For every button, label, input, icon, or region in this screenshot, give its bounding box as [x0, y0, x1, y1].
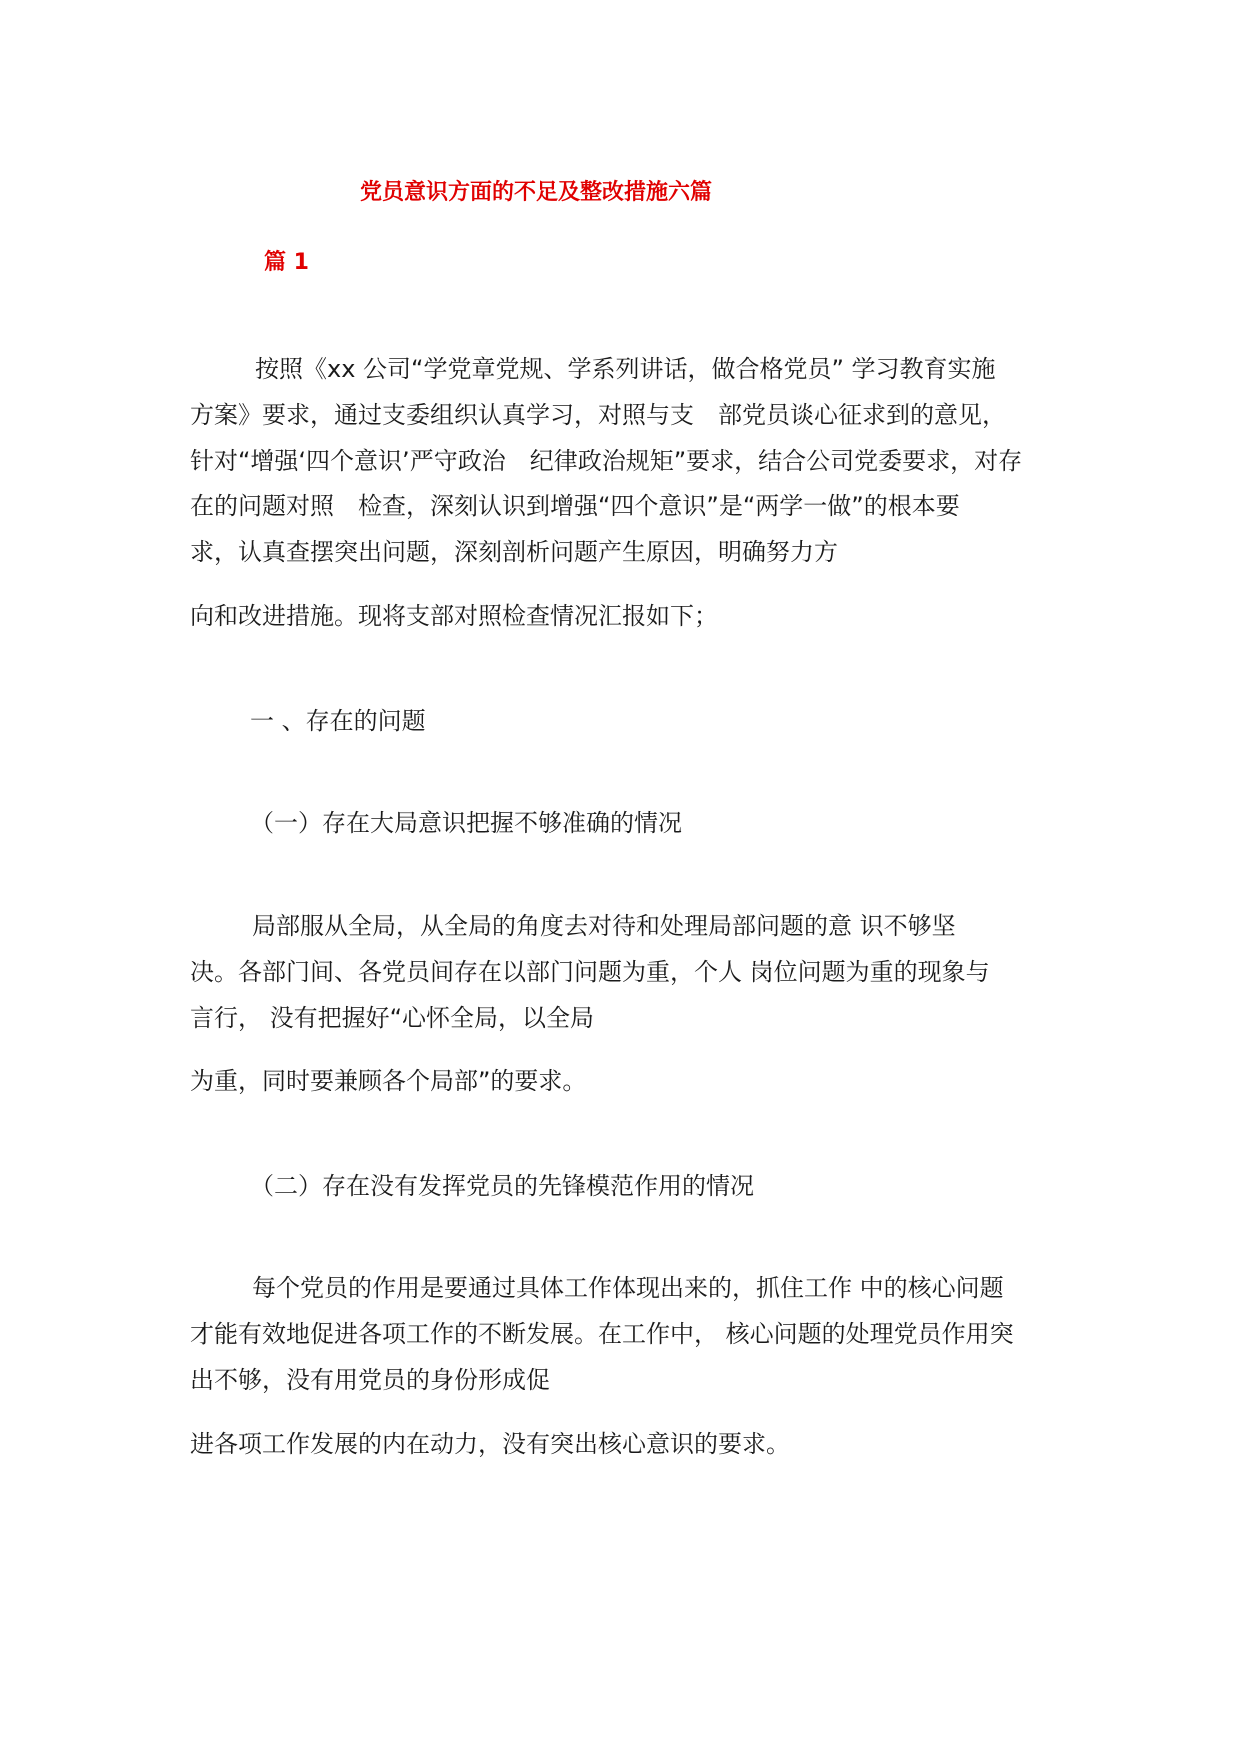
paragraph-line: 在的问题对照 检查，深刻认识到增强“四个意识”是“两学一做”的根本要 [190, 492, 960, 520]
paragraph-line: 针对“增强‘四个意识’严守政治 纪律政治规矩”要求，结合公司党委要求，对存 [190, 447, 1023, 475]
paragraph-line: 为重，同时要兼顾各个局部”的要求。 [190, 1067, 587, 1095]
paragraph-line: 方案》要求，通过支委组织认真学习，对照与支 部党员谈心征求到的意见， [190, 401, 1006, 429]
document-title: 党员意识方面的不足及整改措施六篇 [360, 180, 713, 205]
paragraph-line: 进各项工作发展的内在动力，没有突出核心意识的要求。 [190, 1430, 790, 1458]
paragraph-line: 每个党员的作用是要通过具体工作体现出来的，抓住工作 中的核心问题 [252, 1274, 1004, 1302]
paragraph-line: 出不够，没有用党员的身份形成促 [190, 1366, 550, 1394]
paragraph-line: 求，认真查摆突出问题，深刻剖析问题产生原因，明确努力方 [190, 538, 838, 566]
subheading-two: （二）存在没有发挥党员的先锋模范作用的情况 [250, 1172, 754, 1200]
paragraph-line: 言行， 没有把握好“心怀全局，以全局 [190, 1004, 595, 1032]
paragraph-line: 决。各部门间、各党员间存在以部门问题为重，个人 岗位问题为重的现象与 [190, 958, 990, 986]
paragraph-line: 按照《xx 公司“学党章党规、学系列讲话，做合格党员” 学习教育实施 [255, 355, 996, 383]
paragraph-line: 向和改进措施。现将支部对照检查情况汇报如下； [190, 602, 718, 630]
subheading-one: （一）存在大局意识把握不够准确的情况 [250, 809, 682, 837]
section-label: 篇 1 [264, 250, 309, 275]
heading-existing-problems: 一 、存在的问题 [250, 707, 426, 735]
paragraph-line: 局部服从全局，从全局的角度去对待和处理局部问题的意 识不够坚 [252, 912, 956, 940]
paragraph-line: 才能有效地促进各项工作的不断发展。在工作中， 核心问题的处理党员作用突 [190, 1320, 1014, 1348]
